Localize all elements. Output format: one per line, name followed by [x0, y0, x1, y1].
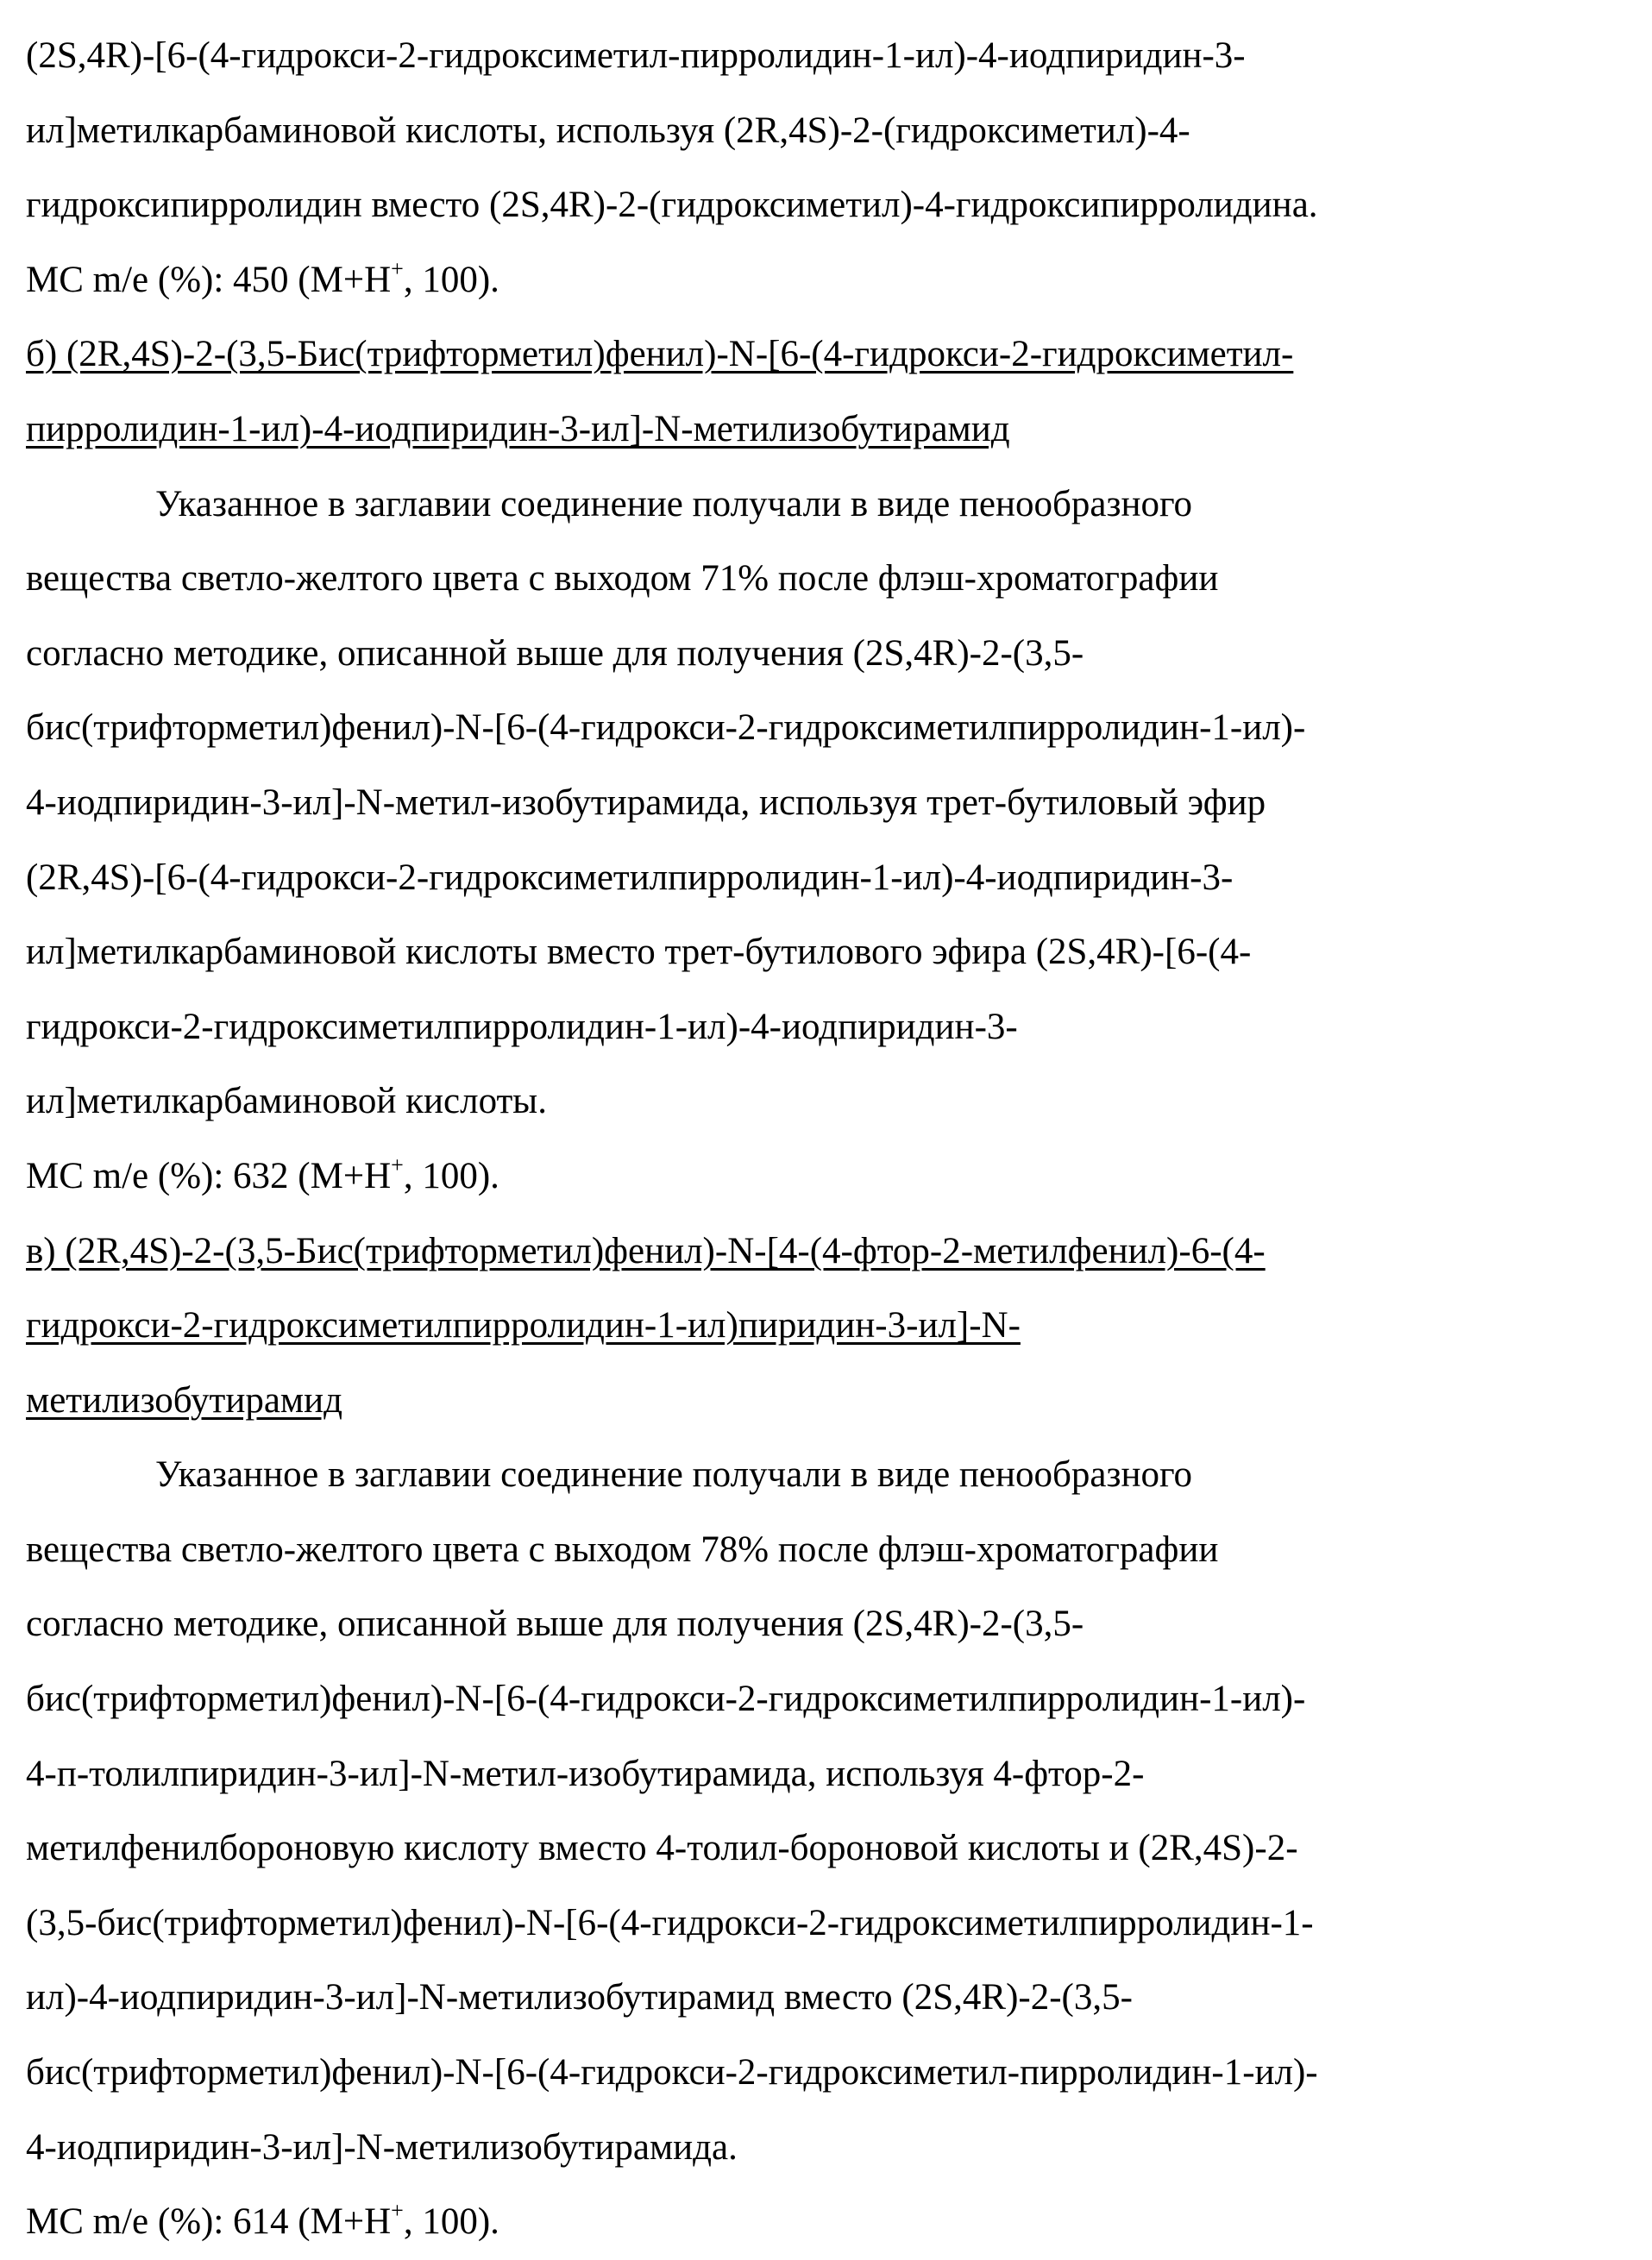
text-line: (2S,4R)-[6-(4-гидрокси-2-гидроксиметил-пирролидин-1-ил)-4-иодпиридин-3- — [26, 35, 1246, 76]
text-line: Указанное в заглавии соединение получали в виде пенообразного — [155, 1454, 1193, 1496]
text-line: бис(трифторметил)фенил)-N-[6-(4-гидрокси-2-гидроксиметилпирролидин-1-ил)- — [26, 1679, 1306, 1720]
section-v-body — [26, 1438, 1639, 2260]
text-line: гидроксипирролидин вместо (2S,4R)-2-(гидроксиметил)-4-гидроксипирролидина. — [26, 185, 1318, 226]
text-line: бис(трифторметил)фенил)-N-[6-(4-гидрокси-2-гидроксиметил-пирролидин-1-ил)- — [26, 2052, 1318, 2094]
section-v-heading — [26, 1215, 1639, 1439]
ms-result-line: МС m/e (%): 614 (M+H+, 100). — [26, 2198, 499, 2243]
text-line: 4-иодпиридин-3-ил]-N-метилизобутирамида. — [26, 2126, 738, 2168]
heading-line: гидрокси-2-гидроксиметилпирролидин-1-ил)пиридин-3-ил]-N- — [26, 1305, 1021, 1347]
text-line: Указанное в заглавии соединение получали в виде пенообразного — [155, 483, 1193, 524]
text-line: согласно методике, описанной выше для получения (2S,4R)-2-(3,5- — [26, 1604, 1084, 1645]
text-line: согласно методике, описанной выше для получения (2S,4R)-2-(3,5- — [26, 632, 1084, 674]
document-page — [26, 19, 1639, 2260]
ms-result-line: МС m/e (%): 632 (M+H+, 100). — [26, 1152, 499, 1196]
ms-result-line: МС m/e (%): 450 (M+H+, 100). — [26, 255, 499, 300]
text-line: метилфенилбороновую кислоту вместо 4-толил-бороновой кислоты и (2R,4S)-2- — [26, 1828, 1298, 1869]
text-line: 4-п-толилпиридин-3-ил]-N-метил-изобутирамида, используя 4-фтор-2- — [26, 1753, 1145, 1794]
heading-line: метилизобутирамид — [26, 1379, 343, 1421]
text-line: ил]метилкарбаминовой кислоты, используя (2R,4S)-2-(гидроксиметил)-4- — [26, 110, 1190, 151]
text-line: вещества светло-желтого цвета с выходом 78% после флэш-хроматографии — [26, 1529, 1219, 1570]
text-line: (3,5-бис(трифторметил)фенил)-N-[6-(4-гидрокси-2-гидроксиметилпирролидин-1- — [26, 1902, 1314, 1943]
text-line: (2R,4S)-[6-(4-гидрокси-2-гидроксиметилпирролидин-1-ил)-4-иодпиридин-3- — [26, 857, 1234, 898]
heading-line: пирролидин-1-ил)-4-иодпиридин-3-ил]-N-метилизобутирамид — [26, 408, 1010, 449]
intro-paragraph — [26, 19, 1639, 317]
section-b-heading — [26, 317, 1639, 467]
text-line: гидрокси-2-гидроксиметилпирролидин-1-ил)-4-иодпиридин-3- — [26, 1006, 1018, 1047]
text-line: бис(трифторметил)фенил)-N-[6-(4-гидрокси-2-гидроксиметилпирролидин-1-ил)- — [26, 707, 1306, 749]
text-line: ил)-4-иодпиридин-3-ил]-N-метилизобутирамид вместо (2S,4R)-2-(3,5- — [26, 1977, 1133, 2018]
heading-line: б) (2R,4S)-2-(3,5-Бис(трифторметил)фенил)-N-[6-(4-гидрокси-2-гидроксиметил- — [26, 334, 1294, 375]
text-line: 4-иодпиридин-3-ил]-N-метил-изобутирамида, используя трет-бутиловый эфир — [26, 782, 1266, 823]
text-line: ил]метилкарбаминовой кислоты. — [26, 1081, 547, 1122]
text-line: ил]метилкарбаминовой кислоты вместо трет-бутилового эфира (2S,4R)-[6-(4- — [26, 932, 1252, 973]
heading-line: в) (2R,4S)-2-(3,5-Бис(трифторметил)фенил)-N-[4-(4-фтор-2-метилфенил)-6-(4- — [26, 1230, 1266, 1271]
text-line: вещества светло-желтого цвета с выходом 71% после флэш-хроматографии — [26, 558, 1219, 600]
section-b-body — [26, 468, 1639, 1215]
